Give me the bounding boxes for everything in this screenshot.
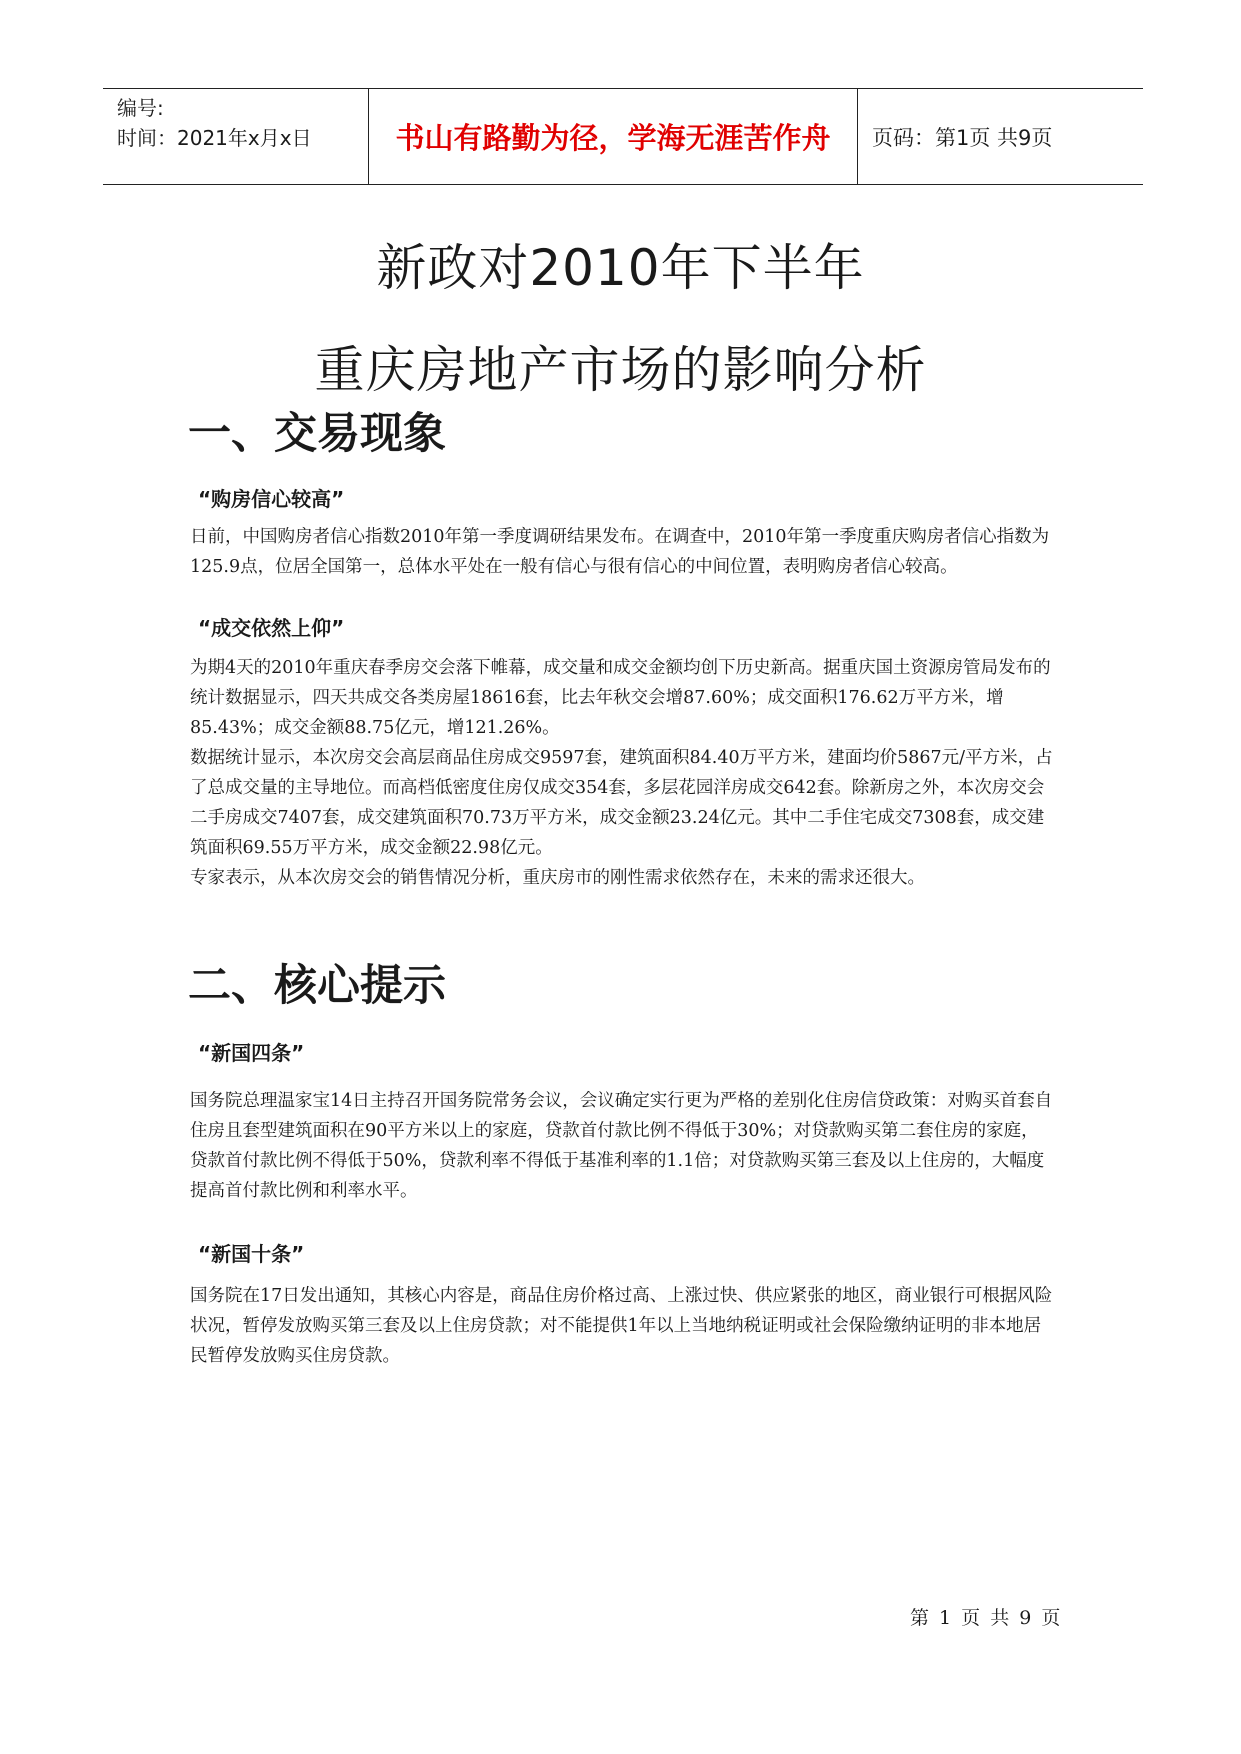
document-title-line2: 重庆房地产市场的影响分析 bbox=[314, 341, 927, 399]
header-table bbox=[103, 88, 1143, 185]
time-label: 时间：2021年x月x日 bbox=[117, 126, 312, 150]
subsection-title: “新国四条” bbox=[198, 1041, 305, 1065]
number-label: 编号: bbox=[117, 96, 164, 120]
paragraph: 国务院总理温家宝14日主持召开国务院常务会议，会议确定实行更为严格的差别化住房信贷政策：对购买首套自住房且套型建筑面积在90平方米以上的家庭，贷款首付款比例不得低于30%；对贷款购买第二套住房的家庭，贷款首付款比例不得低于50%，贷款利率不得低于基准利率的1.1倍；对贷款购买第三套及以上住房的，大幅度提高首付款比例和利率水平。 bbox=[190, 1091, 1053, 1201]
header-motto: 书山有路勤为径，学海无涯苦作舟 bbox=[368, 89, 858, 184]
paragraph-block bbox=[190, 522, 1056, 582]
header-meta bbox=[103, 89, 368, 184]
subsection-title: “购房信心较高” bbox=[198, 487, 345, 511]
paragraph: 专家表示，从本次房交会的销售情况分析，重庆房市的刚性需求依然存在，未来的需求还很大。 bbox=[190, 868, 925, 888]
paragraph-block bbox=[190, 1086, 1056, 1206]
subsection-title: “新国十条” bbox=[198, 1242, 305, 1266]
subsection-title: “成交依然上仰” bbox=[198, 616, 345, 640]
section-heading: 一、交易现象 bbox=[188, 409, 446, 459]
paragraph: 日前，中国购房者信心指数2010年第一季度调研结果发布。在调查中，2010年第一季度重庆购房者信心指数为125.9点，位居全国第一，总体水平处在一般有信心与很有信心的中间位置，表明购房者信心较高。 bbox=[190, 527, 1050, 577]
section-heading: 二、核心提示 bbox=[188, 961, 446, 1011]
paragraph-block bbox=[190, 1281, 1056, 1371]
paragraph-block bbox=[190, 653, 1056, 893]
document-title-line1: 新政对2010年下半年 bbox=[376, 239, 865, 297]
paragraph: 国务院在17日发出通知，其核心内容是，商品住房价格过高、上涨过快、供应紧张的地区，商业银行可根据风险状况，暂停发放购买第三套及以上住房贷款；对不能提供1年以上当地纳税证明或社会保险缴纳证明的非本地居民暂停发放购买住房贷款。 bbox=[190, 1286, 1053, 1366]
paragraph: 为期4天的2010年重庆春季房交会落下帷幕，成交量和成交金额均创下历史新高。据重庆国土资源房管局发布的统计数据显示，四天共成交各类房屋18616套，比去年秋交会增87.60%；成交面积176.62万平方米，增85.43%；成交金额88.75亿元，增121.26%。 bbox=[190, 658, 1051, 738]
page-footer: 第 1 页 共 9 页 bbox=[910, 1607, 1063, 1629]
header-page-info: 页码：第1页 共9页 bbox=[872, 125, 1053, 150]
paragraph: 数据统计显示，本次房交会高层商品住房成交9597套，建筑面积84.40万平方米，建面均价5867元/平方米，占了总成交量的主导地位。而高档低密度住房仅成交354套，多层花园洋房成交642套。除新房之外，本次房交会二手房成交7407套，成交建筑面积70.73万平方米，成交金额23.24亿元。其中二手住宅成交7308套，成交建筑面积69.55万平方米，成交金额22.98亿元。 bbox=[190, 748, 1053, 858]
